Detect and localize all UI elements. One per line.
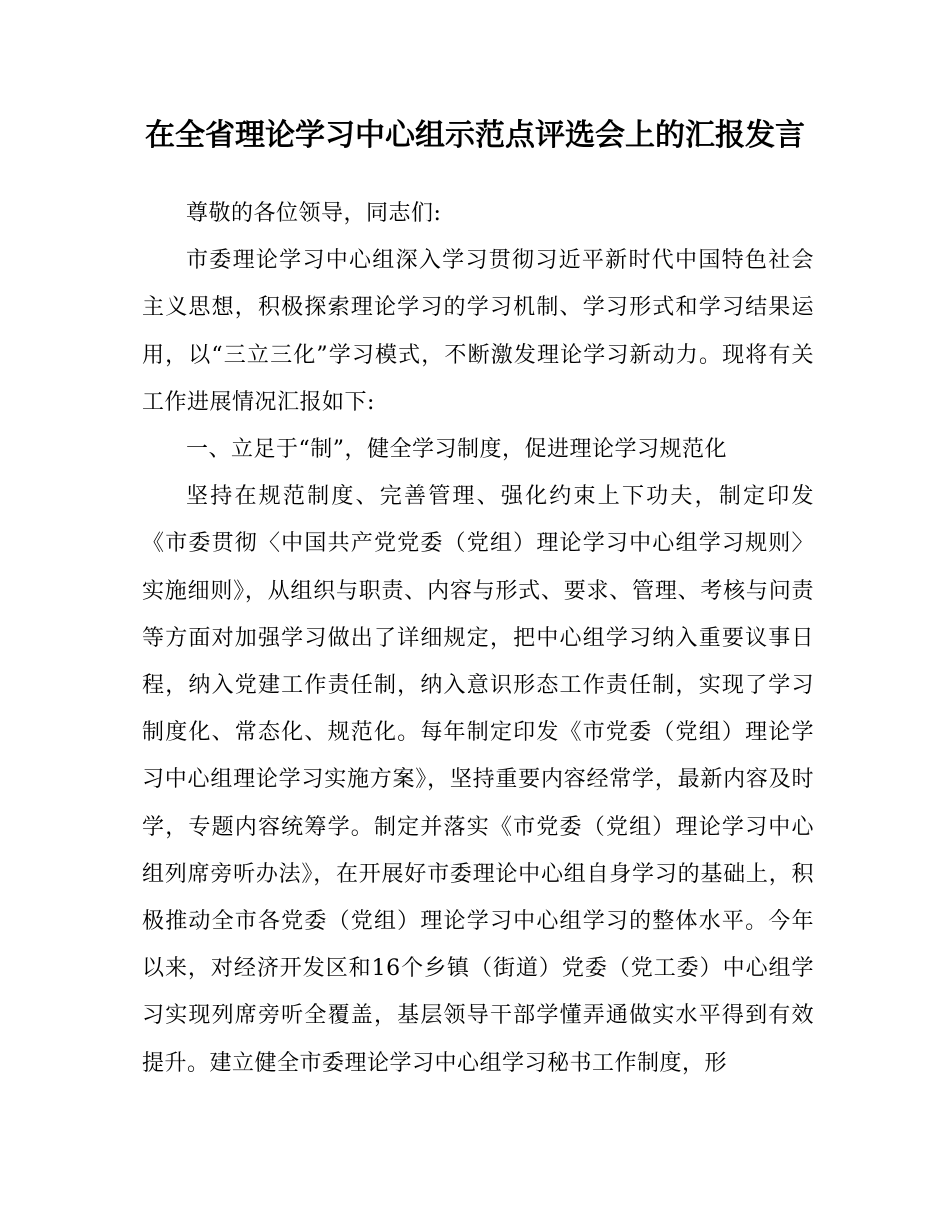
document-title: 在全省理论学习中心组示范点评选会上的汇报发言: [145, 118, 805, 153]
salutation: 尊敬的各位领导，同志们:: [186, 201, 442, 226]
paragraph-section-1: 坚持在规范制度、完善管理、强化约束上下功夫，制定印发《市委贯彻〈中国共产党党委（党组）理论学习中心组学习规则〉实施细则》，从组织与职责、内容与形式、要求、管理、考核与问责等方面对加强学习做出了详细规定，把中心组学习纳入重要议事日程，纳入党建工作责任制，纳入意识形态工作责任制，实现了学习制度化、常态化、规范化。每年制定印发《市党委（党组）理论学习中心组理论学习实施方案》，坚持重要内容经常学，最新内容及时学，专题内容统筹学。制定并落实《市党委（党组）理论学习中心组列席旁听办法》，在开展好市委理论中心组自身学习的基础上，积极推动全市各党委（党组）理论学习中心组学习的整体水平。今年以来，对经济开发区和16个乡镇（街道）党委（党工委）中心组学习实现列席旁听全覆盖，基层领导干部学懂弄通做实水平得到有效提升。建立健全市委理论学习中心组学习秘书工作制度，形: [142, 484, 814, 1076]
document-body: [142, 190, 814, 1087]
paragraph-intro: 市委理论学习中心组深入学习贯彻习近平新时代中国特色社会主义思想，积极探索理论学习的学习机制、学习形式和学习结果运用，以“三立三化”学习模式，不断激发理论学习新动力。现将有关工作进展情况汇报如下:: [142, 248, 814, 415]
section-heading-1: 一、立足于“制”，健全学习制度，促进理论学习规范化: [186, 437, 727, 463]
